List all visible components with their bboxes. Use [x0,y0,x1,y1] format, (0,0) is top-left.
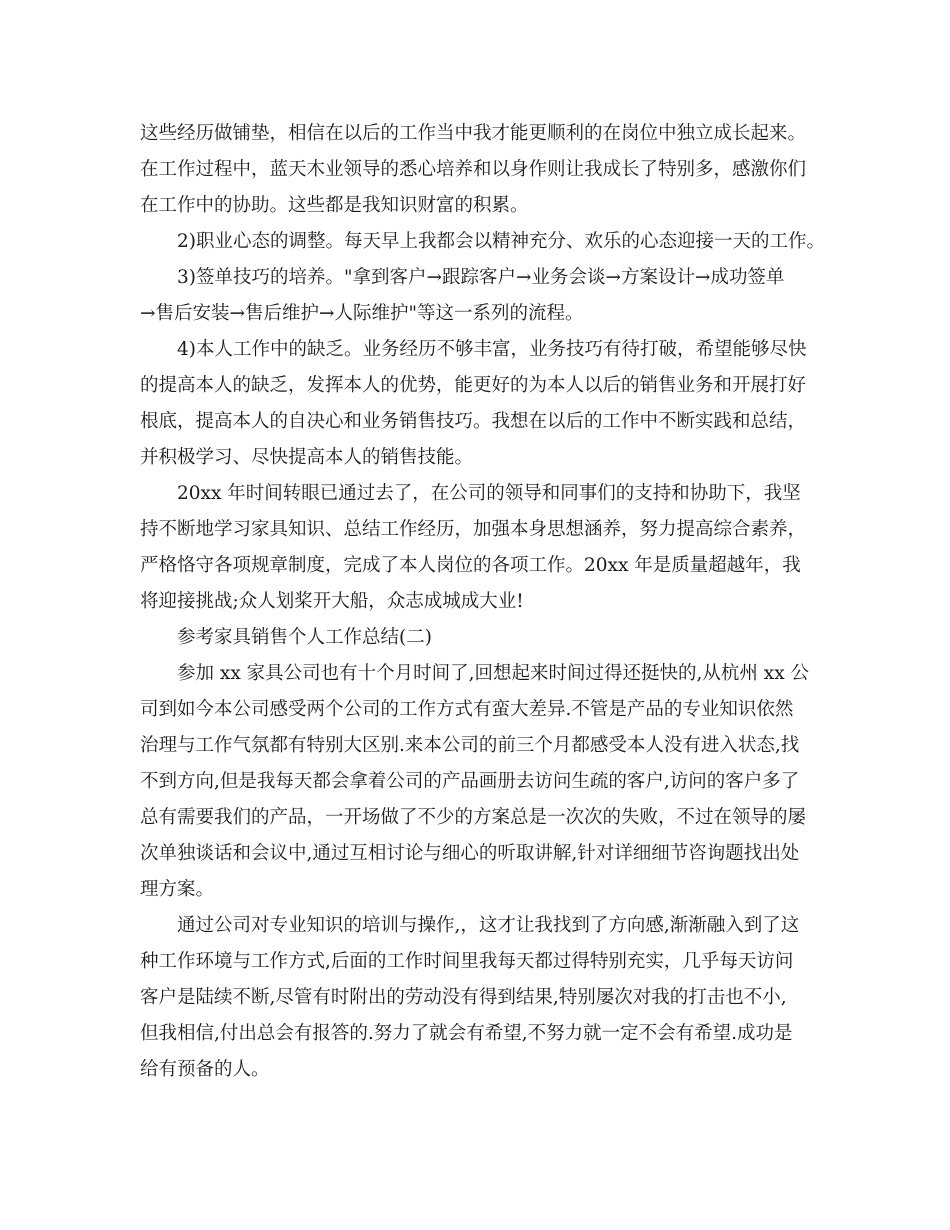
document-body [140,116,830,1088]
text-line: 并积极学习、尽快提高本人的销售技能。 [140,447,474,468]
text-line: 3)签单技巧的培养。"拿到客户→跟踪客户→业务会谈→方案设计→成功签单 [177,267,785,288]
text-line: 这些经历做铺垫，相信在以后的工作当中我才能更顺利的在岗位中独立成长起来。 [140,123,807,144]
text-line: 参考家具销售个人工作总结(二) [177,627,432,648]
text-line: 客户是陆续不断,尽管有时附出的劳动没有得到结果,特别屡次对我的打击也不小, [140,987,787,1008]
text-line: 总有需要我们的产品，一开场做了不少的方案总是一次次的失败，不过在领导的屡 [140,807,807,828]
text-line: 理方案。 [140,879,215,900]
text-line: 种工作环境与工作方式,后面的工作时间里我每天都过得特别充实，几乎每天访问 [140,951,794,972]
text-line: 在工作过程中，蓝天木业领导的悉心培养和以身作则让我成长了特别多，感激你们 [140,159,807,180]
text-line: 的提高本人的缺乏，发挥本人的优势，能更好的为本人以后的销售业务和开展打好 [140,375,807,396]
text-line: 将迎接挑战;众人划桨开大船，众志成城成大业! [140,591,524,612]
text-line: 4)本人工作中的缺乏。业务经历不够丰富，业务技巧有待打破，希望能够尽快 [177,339,807,360]
text-line: 但我相信,付出总会有报答的.努力了就会有希望,不努力就一定不会有希望.成功是 [140,1023,793,1044]
text-line: 严格恪守各项规章制度，完成了本人岗位的各项工作。20xx 年是质量超越年，我 [140,555,801,576]
text-line: 司到如今本公司感受两个公司的工作方式有蛮大差异.不管是产品的专业知识依然 [140,699,794,720]
text-line: 2)职业心态的调整。每天早上我都会以精神充分、欢乐的心态迎接一天的工作。 [177,231,825,252]
text-line: 20xx 年时间转眼已通过去了，在公司的领导和同事们的支持和协助下，我坚 [177,483,801,504]
text-line: 次单独谈话和会议中,通过互相讨论与细心的听取讲解,针对详细细节咨询题找出处 [140,843,800,864]
text-line: 在工作中的协助。这些都是我知识财富的积累。 [140,195,529,216]
text-line: 不到方向,但是我每天都会拿着公司的产品画册去访问生疏的客户,访问的客户多了 [140,771,800,792]
text-line: 参加 xx 家具公司也有十个月时间了,回想起来时间过得还挺快的,从杭州 xx 公 [177,663,810,684]
text-line: 根底，提高本人的自决心和业务销售技巧。我想在以后的工作中不断实践和总结， [140,411,807,432]
text-line: 持不断地学习家具知识、总结工作经历，加强本身思想涵养，努力提高综合素养， [140,519,807,540]
text-line: 给有预备的人。 [140,1059,270,1080]
text-line: 治理与工作气氛都有特别大区别.来本公司的前三个月都感受本人没有进入状态,找 [140,735,800,756]
text-line: →售后安装→售后维护→人际维护"等这一系列的流程。 [140,303,584,324]
text-line: 通过公司对专业知识的培训与操作,，这才让我找到了方向感,渐渐融入到了这 [177,915,800,936]
